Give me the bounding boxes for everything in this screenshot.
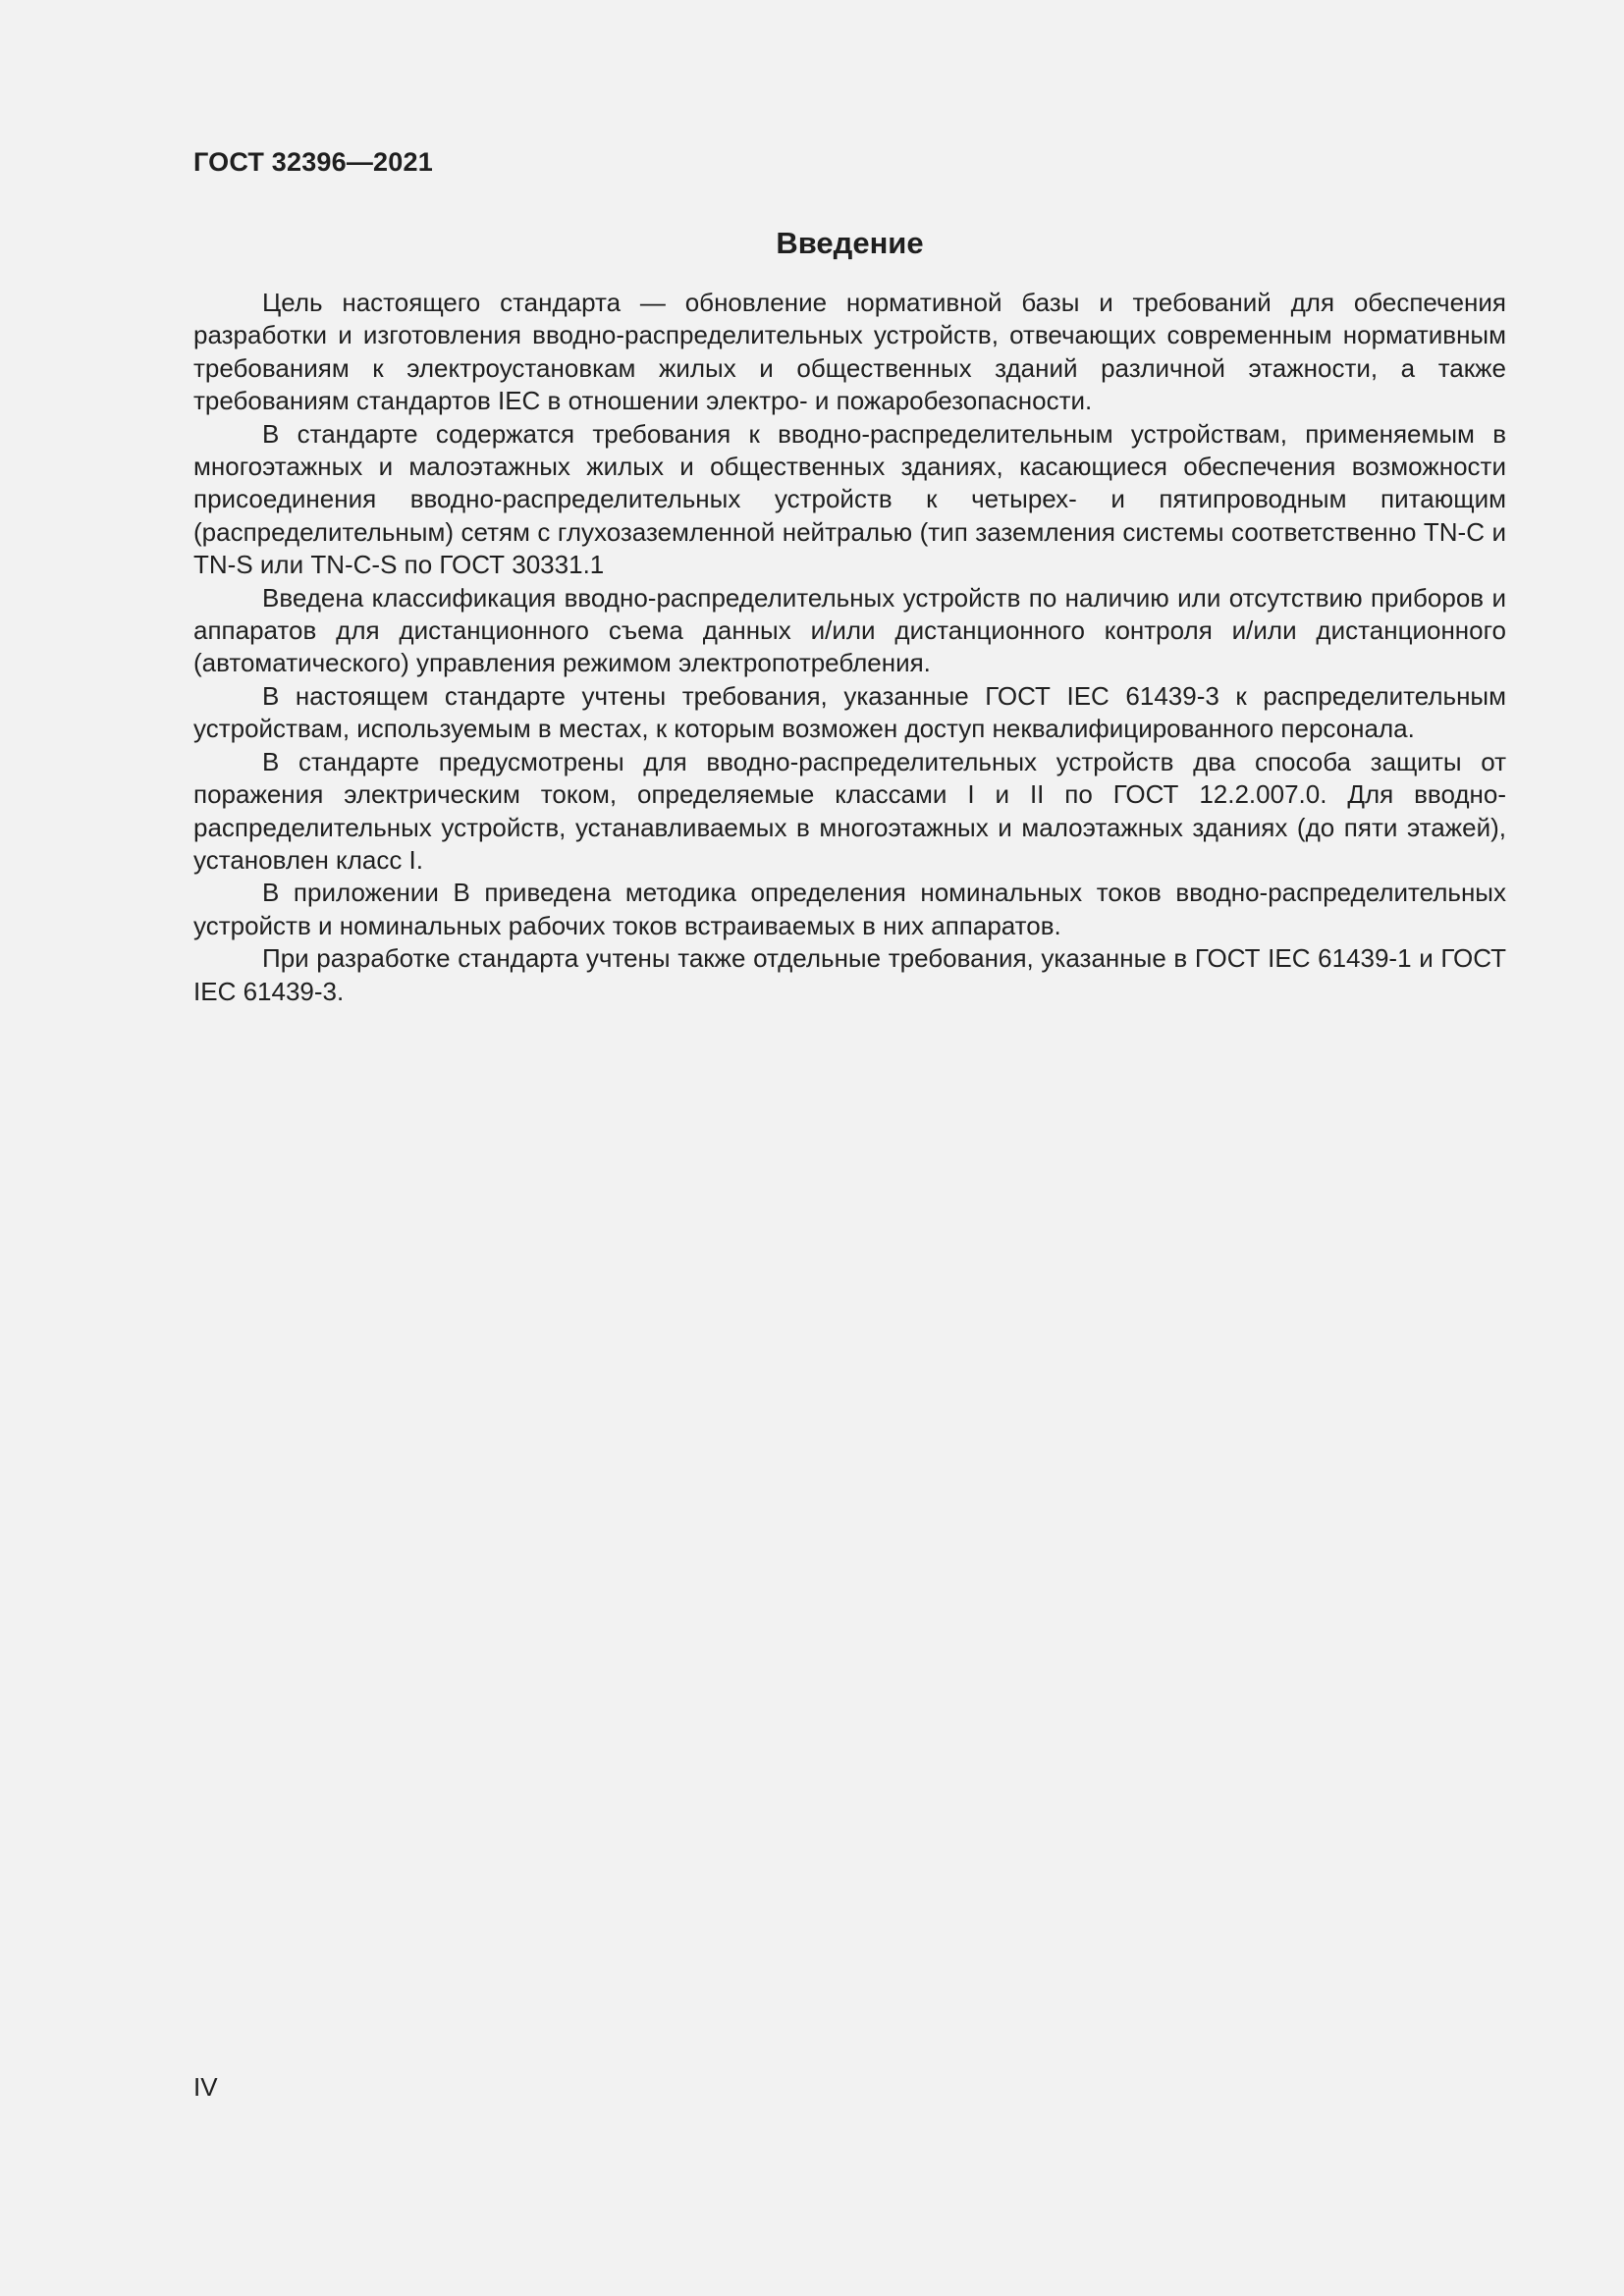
document-code-header: ГОСТ 32396—2021 <box>193 147 433 177</box>
paragraph: Цель настоящего стандарта — обновление нормативной базы и требований для обеспечения разработки и изготовления вводно-распределительных устройств, отвечающих современным нормативным требованиям к электроустановкам жилых и общественных зданий различной этажности, а также требованиям стандартов IEC в отношении электро- и пожаробезопасности. <box>193 288 1506 416</box>
page-number: IV <box>193 2072 218 2102</box>
introduction-body <box>193 287 1506 1008</box>
paragraph: В стандарте предусмотрены для вводно-распределительных устройств два способа защиты от поражения электрическим током, определяемые классами I и II по ГОСТ 12.2.007.0. Для вводно-распределительных устройств, устанавливаемых в многоэтажных и малоэтажных зданиях (до пяти этажей), установлен класс I. <box>193 746 1506 875</box>
paragraph: Введена классификация вводно-распределительных устройств по наличию или отсутствию приборов и аппаратов для дистанционного съема данных и/или дистанционного контроля и/или дистанционного (автоматического) управления режимом электропотребления. <box>193 582 1506 678</box>
paragraph: При разработке стандарта учтены также отдельные требования, указанные в ГОСТ IEC 61439-1 и ГОСТ IEC 61439-3. <box>193 943 1506 1006</box>
paragraph: В стандарте содержатся требования к вводно-распределительным устройствам, применяемым в многоэтажных и малоэтажных жилых и общественных зданиях, касающиеся обеспечения возможности присоединения вводно-распределительных устройств к четырех- и пятипроводным питающим (распределительным) сетям с глухозаземленной нейтралью (тип заземления системы соответственно TN-C и TN-S или TN-C-S по ГОСТ 30331.1 <box>193 418 1506 580</box>
section-title: Введение <box>776 226 924 260</box>
paragraph: В приложении В приведена методика определения номинальных токов вводно-распределительных устройств и номинальных рабочих токов встраиваемых в них аппаратов. <box>193 878 1506 940</box>
paragraph: В настоящем стандарте учтены требования, указанные ГОСТ IEC 61439-3 к распределительным устройствам, используемым в местах, к которым возможен доступ неквалифицированного персонала. <box>193 680 1506 744</box>
